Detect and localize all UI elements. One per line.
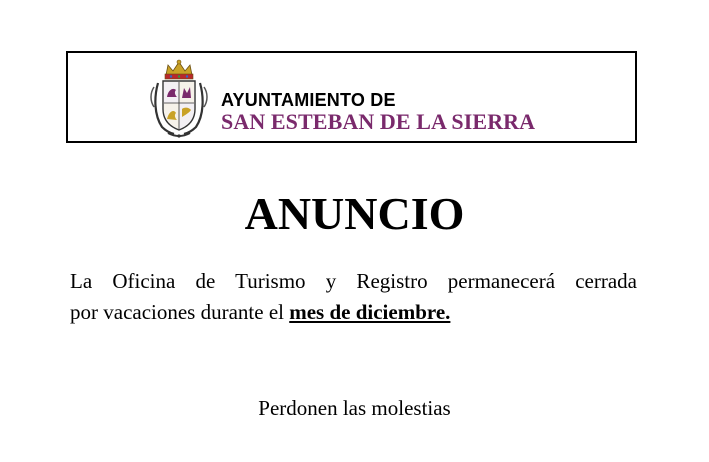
organization-name-line2: SAN ESTEBAN DE LA SIERRA xyxy=(221,109,536,134)
notice-emphasis: mes de diciembre. xyxy=(289,300,451,324)
notice-body xyxy=(70,266,637,328)
notice-body-line2 xyxy=(70,297,637,328)
notice-title: ANUNCIO xyxy=(244,188,465,239)
notice-body-line1: La Oficina de Turismo y Registro permanecerá cerrada xyxy=(70,269,637,293)
notice-closing: Perdonen las molestias xyxy=(258,396,451,420)
coat-of-arms-icon xyxy=(144,57,214,141)
letterhead xyxy=(66,51,637,143)
notice-body-line2-prefix: por vacaciones durante el xyxy=(70,300,290,324)
organization-name-line1: AYUNTAMIENTO DE xyxy=(221,90,396,110)
